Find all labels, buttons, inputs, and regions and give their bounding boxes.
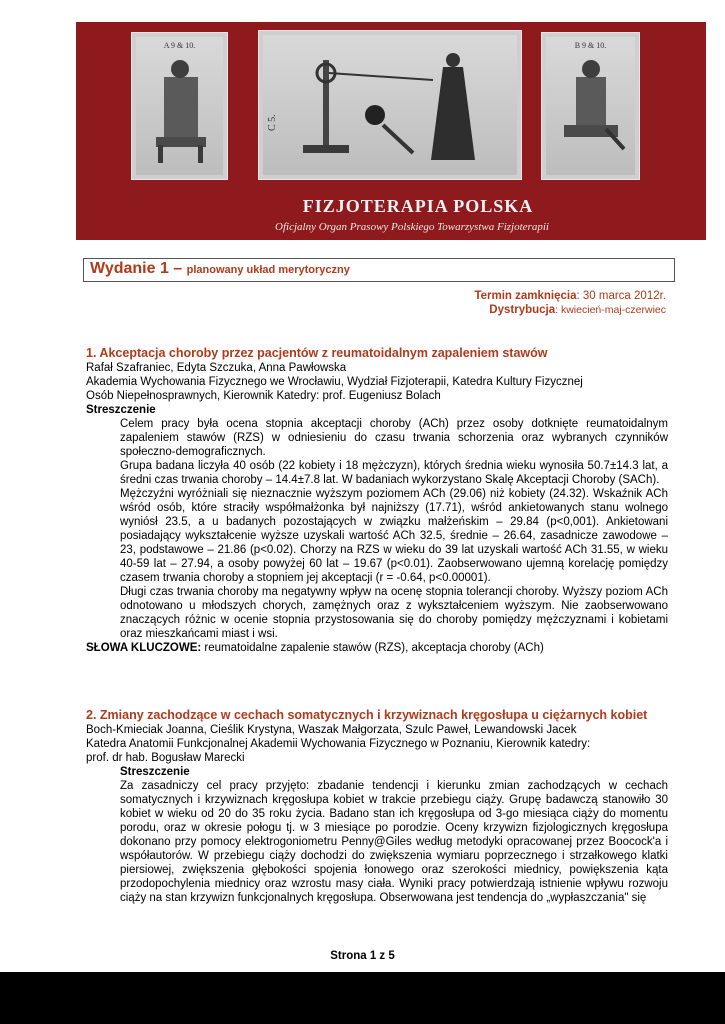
deadline-label: Termin zamknięcia (474, 290, 577, 302)
bottom-black-bar (0, 972, 725, 1024)
keywords-label: SŁOWA KLUCZOWE: (86, 642, 202, 654)
historic-photo-left (131, 32, 228, 180)
distribution-line (489, 304, 666, 316)
issue-title-main: Wydanie 1 – (90, 260, 183, 277)
article-1-paragraph: Celem pracy była ocena stopnia akceptacji choroby (ACh) przez osoby dotknięte reumatoidalnym zapaleniem stawów (RZS) w odniesieniu do czasu trwania schorzenia oraz wybranych czynników społeczno-demograficznych. (120, 418, 668, 458)
article-2-affiliation-cont: prof. dr hab. Bogusław Marecki (86, 752, 245, 764)
article-1-title: 1. Akceptacja choroby przez pacjentów z reumatoidalnym zapaleniem stawów (86, 346, 548, 360)
issue-heading-box (83, 258, 675, 282)
article-2-abstract-heading: Streszczenie (120, 766, 190, 778)
deadline-value: : 30 marca 2012r. (576, 290, 666, 302)
photo-right-image (546, 37, 635, 175)
article-2-paragraph: Za zasadniczy cel pracy przyjęto: zbadanie tendencji i kierunku zmian zachodzących w cechach somatycznych i krzywiznach kręgosłupa kobiet w trakcie przebiegu ciąży. Grupę badawczą stanowiło 30 kobiet w wieku od 20 do 35 roku życia. Badano stan ich kręgosłupa od 3-go miesiąca ciąży do momentu porodu, oraz w okresie połogu tj. w 3 miesiące po porodzie. Oceny krzywizn fizjologicznych kręgosłupa dokonano przy pomocy elektrogoniometru Penny@Giles według metodyki opracowanej przez Boocock'a i współautorów. W przebiegu ciąży dochodzi do zwiększenia wymiaru poprzecznego i strzałkowego klatki piersiowej, zwiększenia głębokości spojenia łonowego oraz szerokości miednicy, powiększenia kąta przodopochylenia miednicy oraz wzrostu masy ciała. Wyniki pracy potwierdzają istnienie wpływu rozwoju ciąży na stan krzywizn funkcjonalnych kręgosłupa. Obserwowana jest tendencja do „wypłaszczania" się (120, 780, 668, 904)
article-1-affiliation-cont: Osób Niepełnosprawnych, Kierownik Katedry: prof. Eugeniusz Bolach (86, 390, 441, 402)
photo-left-label: A 9 & 10. (163, 41, 196, 50)
article-2-affiliation: Katedra Anatomii Funkcjonalnej Akademii Wychowania Fizycznego w Poznaniu, Kierownik katedry: (86, 738, 591, 750)
seated-man-illustration (136, 37, 223, 175)
article-1-abstract (86, 417, 668, 641)
article-1-affiliation: Akademia Wychowania Fizycznego we Wrocławiu, Wydział Fizjoterapii, Katedra Kultury Fizycznej (86, 376, 583, 388)
journal-title: FIZJOTERAPIA POLSKA (302, 196, 534, 216)
deadline-line (474, 290, 666, 302)
distribution-value: : kwiecień-maj-czerwiec (555, 304, 666, 316)
article-1-authors: Rafał Szafraniec, Edyta Szczuka, Anna Pawłowska (86, 362, 347, 374)
article-1-paragraph: Długi czas trwania choroby ma negatywny wpływ na ocenę stopnia tolerancji choroby. Wyższy poziom ACh odnotowano u młodszych chorych, zamężnych oraz z wykształceniem wyższym. Nie zaobserwowano znaczących różnic w ocenie stopnia przystosowania się do choroby pomiędzy mężczyznami i kobietami oraz mieszkańcami miast i wsi. (120, 586, 668, 640)
journal-banner (76, 22, 706, 240)
article-1-paragraph: Mężczyźni wyróżniali się nieznacznie wyższym poziomem ACh (29.06) niż kobiety (24.32). Wskaźnik ACh wśród osób, które straciły współmałżonka był najniższy (17.71), wśród ankietowanych stanu wolnego wyniósł 23.5, a u badanych pozostających w związku małżeńskim – 29.84 (p<0,001). Ankietowani posiadający wykształcenie wyższe uzyskali wartość ACh 32.5, średnie – 26.64, zasadnicze zawodowe – 23, podstawowe – 21.86 (p<0.02). Chorzy na RZS w wieku do 39 lat uzyskali wartość ACh 31.55, w wieku 40-59 lat – 27.94, a osoby powyżej 60 lat – 19.67 (p<0.01). Zaobserwowano ujemną korelację pomiędzy czasem trwania choroby a stopniem jej akceptacji (r = -0.64, p<0.00001). (120, 488, 668, 584)
article-2-title: 2. Zmiany zachodzące w cechach somatycznych i krzywiznach kręgosłupa u ciężarnych kobiet (86, 708, 648, 722)
exercise-machine-illustration (263, 35, 517, 175)
keywords-value: reumatoidalne zapalenie stawów (RZS), akceptacja choroby (ACh) (201, 642, 544, 654)
journal-subtitle: Oficjalny Organ Prasowy Polskiego Towarzystwa Fizjoterapii (275, 221, 549, 233)
seated-man-illustration-right (546, 37, 635, 175)
article-2-authors: Boch-Kmieciak Joanna, Cieślik Krystyna, Waszak Małgorzata, Szulc Paweł, Lewandowski Jacek (86, 724, 577, 736)
article-2-abstract (86, 765, 668, 905)
photo-left-image (136, 37, 223, 175)
photo-center-label: C 5. (267, 114, 278, 131)
photo-center-image (263, 35, 517, 175)
historic-photo-right (541, 32, 640, 180)
issue-title-sub: planowany układ merytoryczny (186, 264, 350, 276)
article-1-keywords (86, 641, 668, 655)
historic-photo-center (258, 30, 522, 180)
article-1-abstract-heading: Streszczenie (86, 404, 156, 416)
article-1-paragraph: Grupa badana liczyła 40 osób (22 kobiety i 18 mężczyzn), których średnia wieku wynosiła 50.7±14.3 lat, a średni czas trwania choroby – 14.4±7.8 lat. W badaniach wykorzystano Skalę Akceptacji Choroby (SACh). (120, 460, 668, 486)
article-1 (86, 346, 668, 655)
page-number: Strona 1 z 5 (330, 950, 395, 962)
issue-title (90, 260, 350, 278)
distribution-label: Dystrybucja (489, 304, 556, 316)
article-2 (86, 708, 668, 905)
photo-right-label: B 9 & 10. (574, 41, 607, 50)
